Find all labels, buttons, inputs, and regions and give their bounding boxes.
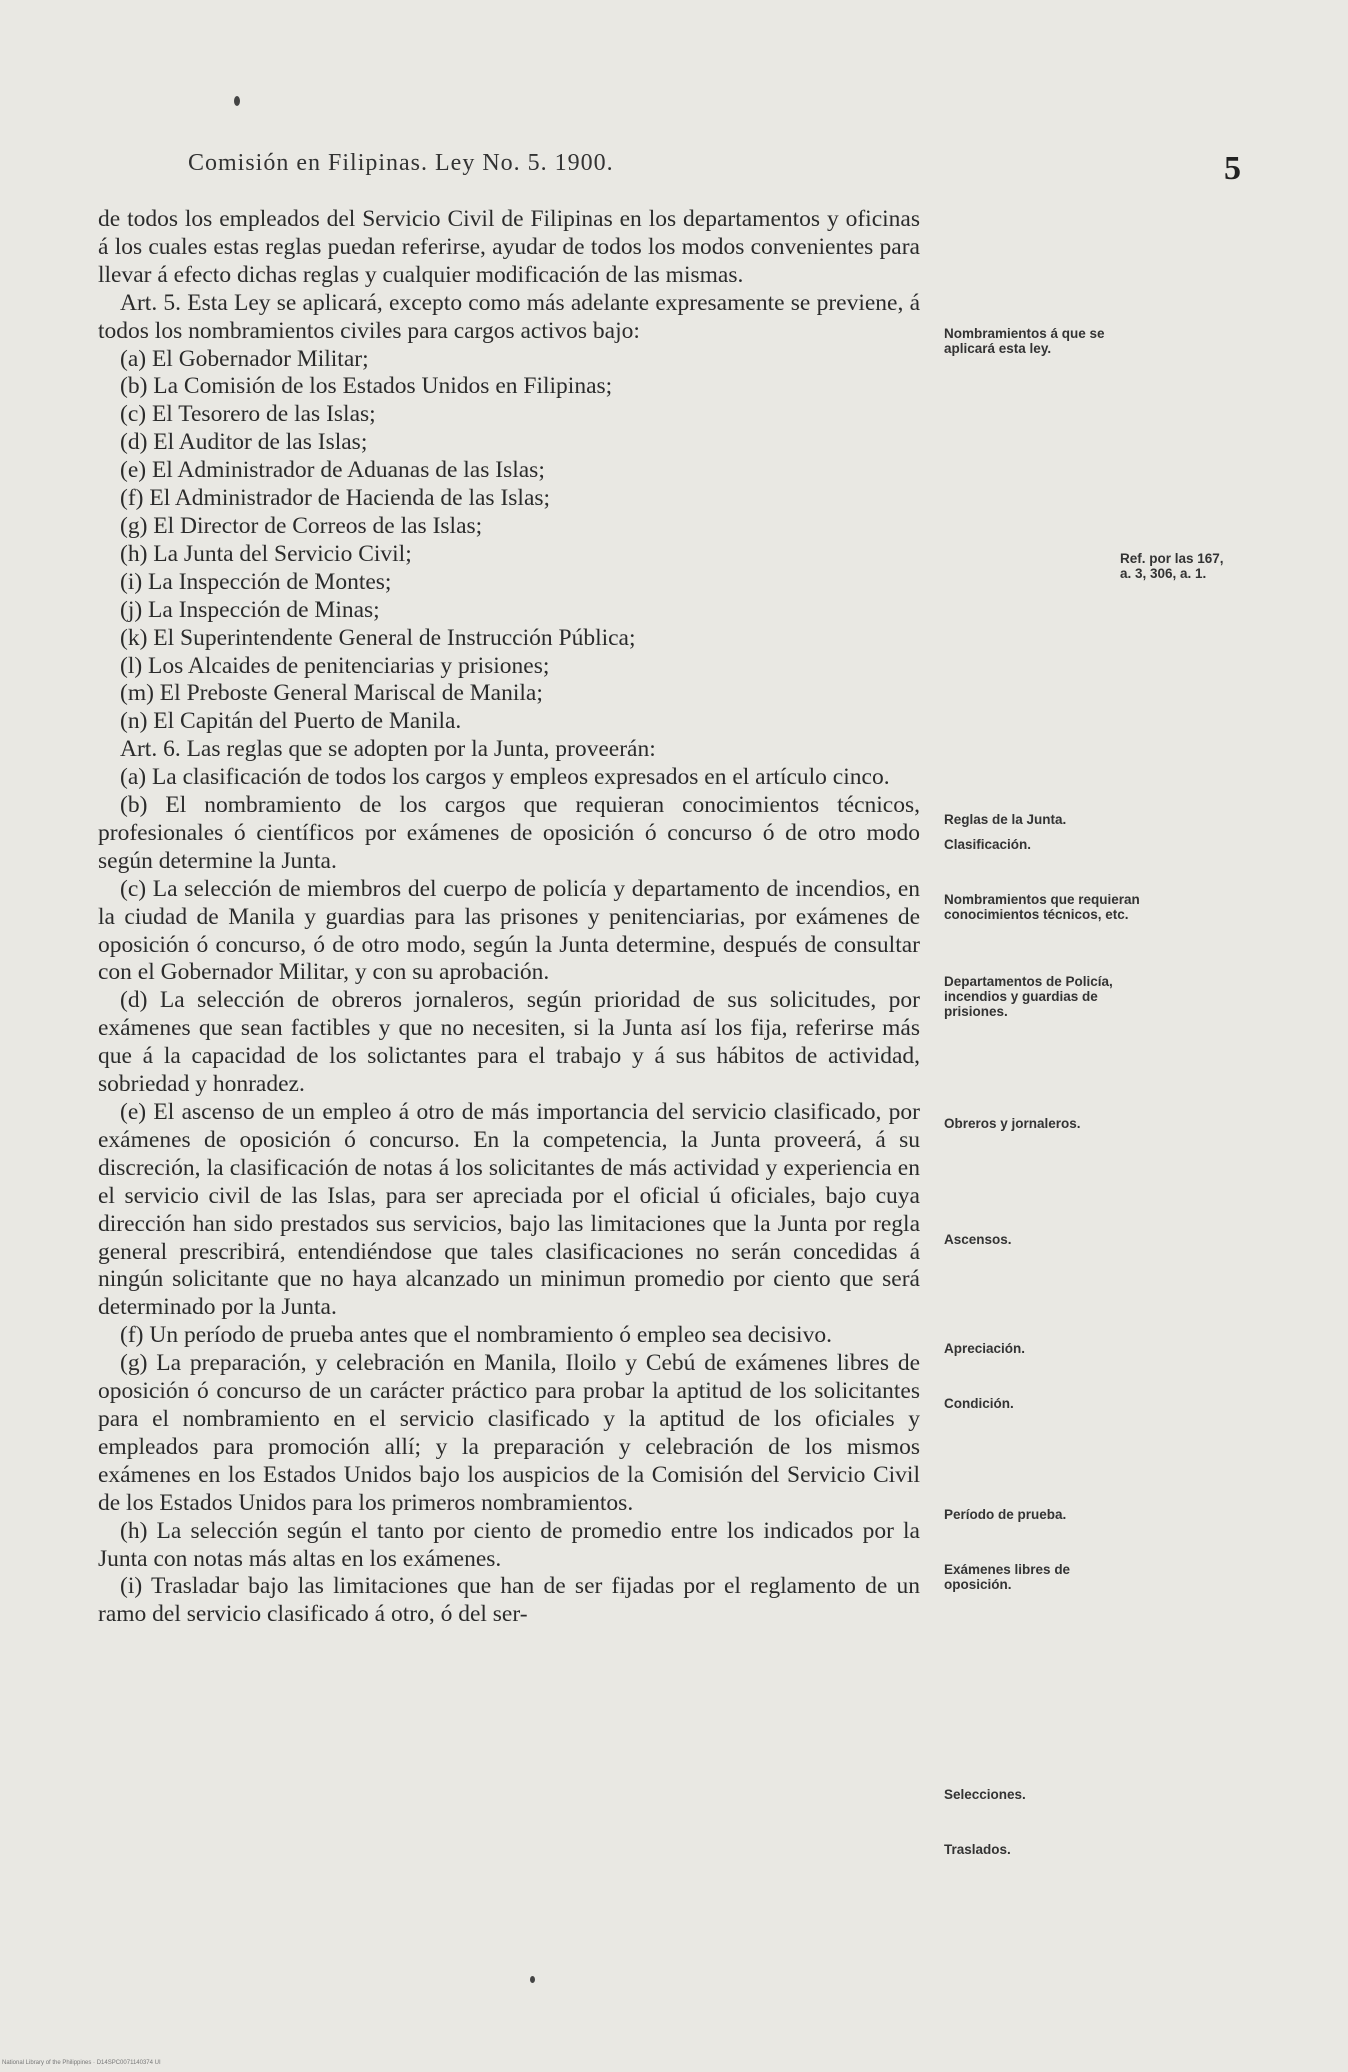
library-stamp: National Library of the Philippines · D14SPC0071140374 UI <box>2 2060 161 2066</box>
list-item: (g) El Director de Correos de las Islas; <box>120 512 483 539</box>
clause-g: (g) La preparación, y celebración en Manila, Iloilo y Cebú de exámenes libres de oposición ó concurso de un carácter práctico para probar la aptitud de los solicitantes para el nombramiento en el servicio clasificado y la aptitud de los oficiales y empleados para promoción allí; y la preparación y celebración de los mismos exámenes en los Estados Unidos bajo los auspicios de la Comisión del Servicio Civil de los Estados Unidos para los primeros nombramientos. <box>98 1350 920 1516</box>
ink-speck <box>234 96 240 106</box>
list-item: (m) El Preboste General Mariscal de Manila; <box>120 680 543 707</box>
list-item: (h) La Junta del Servicio Civil; <box>120 540 412 567</box>
margin-note: Reglas de la Junta. <box>944 812 1067 827</box>
margin-note: Obreros y jornaleros. <box>944 1116 1081 1131</box>
clause-h: (h) La selección según el tanto por ciento de promedio entre los indicados por la Junta con notas más altas en los exámenes. <box>98 1517 920 1572</box>
margin-note: Período de prueba. <box>944 1507 1067 1522</box>
page-number: 5 <box>1224 150 1241 187</box>
margin-note: Nombramientos á que se aplicará esta ley. <box>944 326 1105 356</box>
paragraph: de todos los empleados del Servicio Civil de Filipinas en los departamentos y oficinas á los cuales estas reglas puedan referirse, ayudar de todos los modos convenientes para llevar á efecto dichas reglas y cualquier modificación de las mismas. <box>98 206 920 288</box>
list-item: (d) El Auditor de las Islas; <box>120 429 368 456</box>
margin-note: Traslados. <box>944 1842 1011 1857</box>
clause-e: (e) El ascenso de un empleo á otro de más importancia del servicio clasificado, por exámenes de oposición ó concurso. En la competencia, la Junta proveerá, á su discreción, la clasificación de notas á los solicitantes de más actividad y experiencia en el servicio civil de las Islas, para ser apreciada por el oficial ú oficiales, bajo cuya dirección han sido prestados sus servicios, bajo las limitaciones que la Junta por regla general prescribirá, entendiéndose que tales clasificaciones no serán concedidas á ningún solicitante que no haya alcanzado un minimun promedio por ciento que será determinado por la Junta. <box>98 1099 920 1321</box>
list-item: (k) El Superintendente General de Instrucción Pública; <box>120 624 636 651</box>
margin-note: Clasificación. <box>944 837 1032 852</box>
list-item: (f) El Administrador de Hacienda de las Islas; <box>120 485 551 512</box>
margin-note: Apreciación. <box>944 1341 1026 1356</box>
article-5: Art. 5. Esta Ley se aplicará, excepto como más adelante expresamente se previene, á todos los nombramientos civiles para cargos activos bajo: <box>98 289 920 344</box>
margin-note: Departamentos de Policía, incendios y guardias de prisiones. <box>944 974 1113 1019</box>
list-item: (i) La Inspección de Montes; <box>120 568 392 595</box>
article-6: Art. 6. Las reglas que se adopten por la Junta, proveerán: <box>120 736 656 763</box>
margin-note: Ascensos. <box>944 1232 1012 1247</box>
clause-i: (i) Trasladar bajo las limitaciones que han de ser fijadas por el reglamento de un ramo del servicio clasificado á otro, ó del ser- <box>98 1573 920 1628</box>
list-item: (n) El Capitán del Puerto de Manila. <box>120 708 462 735</box>
list-item: (a) El Gobernador Militar; <box>120 345 369 372</box>
clause-c: (c) La selección de miembros del cuerpo de policía y departamento de incendios, en la ciudad de Manila y guardias para las prisones y penitenciarias, por exámenes de oposición ó concurso, ó de otro modo, según la Junta determine, después de consultar con el Gobernador Militar, y con su aprobación. <box>98 875 920 986</box>
clause-b: (b) El nombramiento de los cargos que requieran conocimientos técnicos, profesionales ó científicos por exámenes de oposición ó concurso ó de otro modo según determine la Junta. <box>98 792 920 874</box>
clause-a: (a) La clasificación de todos los cargos y empleos expresados en el artículo cinco. <box>120 764 890 791</box>
margin-note: Nombramientos que requieran conocimientos técnicos, etc. <box>944 892 1140 922</box>
list-item: (j) La Inspección de Minas; <box>120 596 380 623</box>
list-item: (l) Los Alcaides de penitenciarias y prisiones; <box>120 652 550 679</box>
margin-note: Selecciones. <box>944 1787 1026 1802</box>
clause-d: (d) La selección de obreros jornaleros, según prioridad de sus solicitudes, por exámenes que sean factibles y que no necesiten, si la Junta así los fija, referirse más que á la capacidad de los solictantes para el trabajo y á sus hábitos de actividad, sobriedad y honradez. <box>98 987 920 1098</box>
clause-f: (f) Un período de prueba antes que el nombramiento ó empleo sea decisivo. <box>120 1322 832 1349</box>
margin-note: Condición. <box>944 1396 1014 1411</box>
list-item: (c) El Tesorero de las Islas; <box>120 401 376 428</box>
margin-note: Exámenes libres de oposición. <box>944 1562 1071 1592</box>
list-item: (e) El Administrador de Aduanas de las Islas; <box>120 457 545 484</box>
running-title: Comisión en Filipinas. Ley No. 5. 1900. <box>188 150 614 176</box>
list-item: (b) La Comisión de los Estados Unidos en Filipinas; <box>120 373 613 400</box>
body-text <box>98 206 920 1629</box>
ink-speck <box>530 1976 535 1983</box>
margin-note: Ref. por las 167, a. 3, 306, a. 1. <box>1120 551 1224 581</box>
